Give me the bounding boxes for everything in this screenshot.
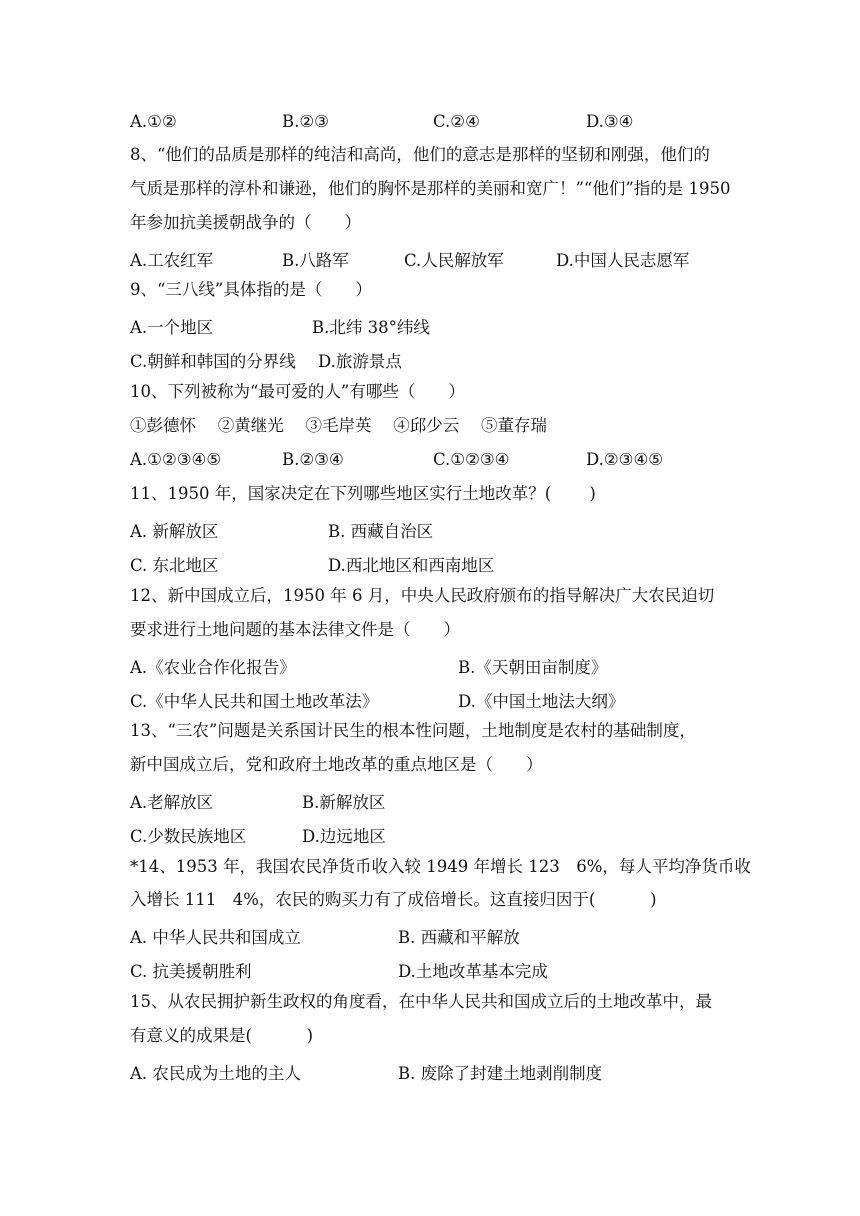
q12-option-b: B.《天朝田亩制度》 [458,658,608,677]
q8-stem-line-3: 年参加抗美援朝战争的（ ） [130,213,361,232]
q13-option-d: D.边远地区 [302,827,386,846]
q8-option-a: A.工农红军 [130,251,214,270]
q13-option-c: C.少数民族地区 [130,827,247,846]
q12-stem-line-2: 要求进行土地问题的基本法律文件是（ ） [130,620,460,639]
q12-option-d: D.《中国土地法大纲》 [458,692,625,711]
q13-stem-line-1: 13、“三农”问题是关系国计民生的根本性问题，土地制度是农村的基础制度， [130,721,696,740]
q14-option-a: A. 中华人民共和国成立 [130,928,301,947]
q7-option-d: D.③④ [586,112,634,131]
q13-option-b: B.新解放区 [302,793,386,812]
q15-option-b: B. 废除了封建土地剥削制度 [398,1064,603,1083]
q14-option-c: C. 抗美援朝胜利 [130,962,252,981]
q8-stem-line-1: 8、“他们的品质是那样的纯洁和高尚，他们的意志是那样的坚韧和刚强，他们的 [130,145,710,164]
q9-option-c: C.朝鲜和韩国的分界线 [130,352,296,371]
q9-option-d: D.旅游景点 [318,352,402,371]
q8-option-d: D.中国人民志愿军 [556,251,690,270]
q14-stem-line-2: 入增长 111 4%，农民的购买力有了成倍增长。这直接归因于( ) [130,890,657,909]
q10-option-a: A.①②③④⑤ [130,450,222,469]
q11-stem: 11、1950 年，国家决定在下列哪些地区实行土地改革？( ) [130,484,596,503]
q15-stem-line-1: 15、从农民拥护新生政权的角度看，在中华人民共和国成立后的土地改革中，最 [130,992,712,1011]
q11-option-a: A. 新解放区 [130,522,219,541]
q12-option-c: C.《中华人民共和国土地改革法》 [130,692,379,711]
q11-option-c: C. 东北地区 [130,556,219,575]
q10-option-d: D.②③④⑤ [586,450,664,469]
q12-stem-line-1: 12、新中国成立后，1950 年 6 月，中央人民政府颁布的指导解决广大农民迫切 [130,586,715,605]
q10-option-b: B.②③④ [282,450,344,469]
q10-option-c: C.①②③④ [433,450,510,469]
q7-option-a: A.①② [130,112,177,131]
q13-option-a: A.老解放区 [130,793,214,812]
q12-option-a: A.《农业合作化报告》 [130,658,296,677]
q14-stem-line-1: *14、1953 年，我国农民净货币收入较 1949 年增长 123 6%，每人平均净货币收 [130,857,751,876]
q11-option-b: B. 西藏自治区 [328,522,434,541]
q9-stem: 9、“三八线”具体指的是（ ） [130,280,372,299]
q9-option-b: B.北纬 38°纬线 [312,318,430,337]
q8-option-b: B.八路军 [282,251,349,270]
q9-option-a: A.一个地区 [130,318,214,337]
q11-option-d: D.西北地区和西南地区 [328,556,495,575]
q7-option-c: C.②④ [433,112,480,131]
q8-option-c: C.人民解放军 [404,251,504,270]
q13-stem-line-2: 新中国成立后，党和政府土地改革的重点地区是（ ） [130,755,543,774]
q10-stem: 10、下列被称为“最可爱的人”有哪些（ ） [130,382,465,401]
q10-items: ①彭德怀 ②黄继光 ③毛岸英 ④邱少云 ⑤董存瑞 [130,416,547,435]
q14-option-b: B. 西藏和平解放 [398,928,520,947]
q15-stem-line-2: 有意义的成果是( ) [130,1026,314,1045]
q7-option-b: B.②③ [282,112,329,131]
q14-option-d: D.土地改革基本完成 [398,962,548,981]
q8-stem-line-2: 气质是那样的淳朴和谦逊，他们的胸怀是那样的美丽和宽广！”“他们”指的是 1950 [130,179,731,198]
q15-option-a: A. 农民成为土地的主人 [130,1064,301,1083]
